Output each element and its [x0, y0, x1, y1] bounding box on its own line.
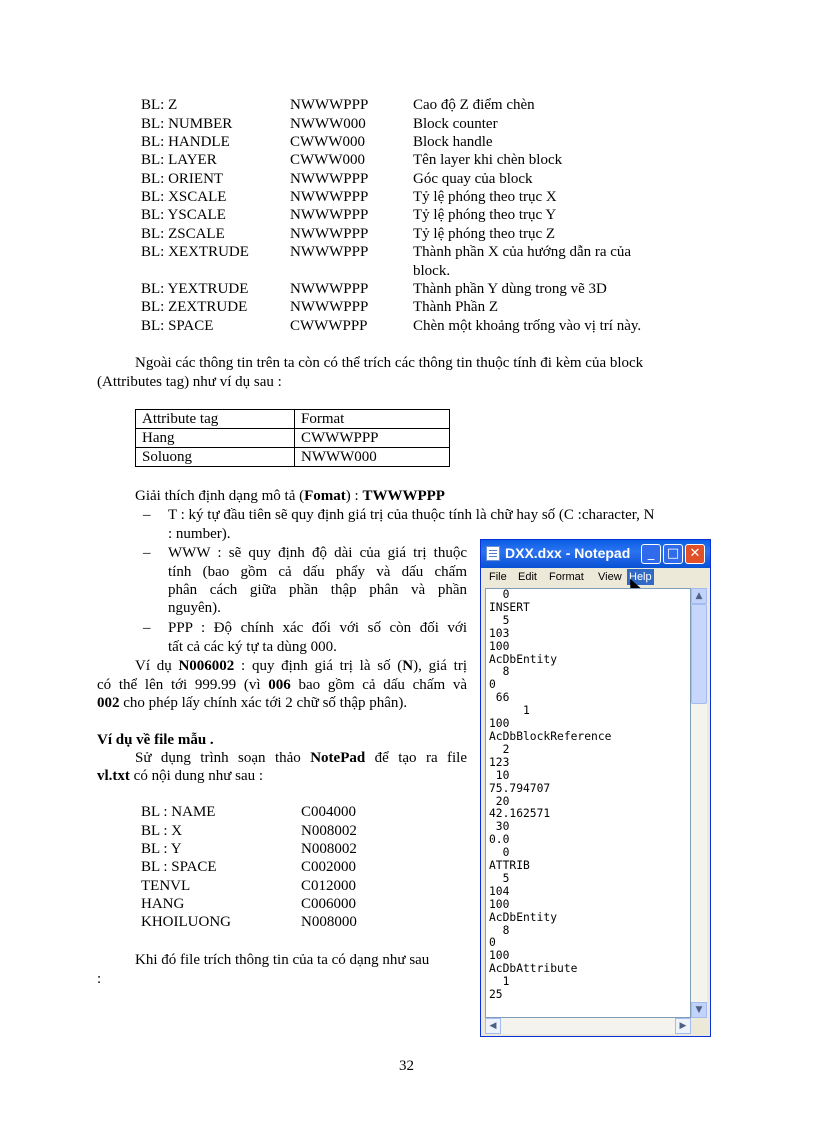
field-row: [141, 96, 701, 114]
para1-line1: Ngoài các thông tin trên ta còn có thể trích các thông tin thuộc tính đi kèm của block: [135, 355, 644, 371]
field-format: CWWW000: [290, 134, 365, 150]
sample-field-name: HANG: [141, 896, 185, 912]
field-format: NWWWPPP: [290, 207, 369, 223]
table-header-cell: Attribute tag: [136, 410, 295, 429]
field-name: BL: LAYER: [141, 152, 217, 168]
title-bar[interactable]: [481, 540, 710, 568]
field-row: [141, 151, 701, 169]
bullet-w-line1: WWW : sẽ quy định độ dài của giá trị thuộc: [168, 545, 467, 561]
sample-line2: vl.txt có nội dung như sau :: [97, 768, 264, 784]
field-format: NWWWPPP: [290, 244, 369, 260]
field-format: NWWW000: [290, 116, 366, 132]
table-cell: Hang: [136, 429, 295, 448]
bullet-dash: –: [143, 507, 151, 523]
field-row: [141, 243, 701, 261]
field-row: [141, 298, 701, 316]
field-name: BL: ZEXTRUDE: [141, 299, 248, 315]
field-desc: Tên layer khi chèn block: [413, 152, 563, 168]
attribute-table: [135, 409, 450, 467]
bullet-w-line2: tính (bao gồm cả dấu phẩy và dấu chấm: [168, 564, 467, 580]
section-heading: Ví dụ về file mẫu .: [97, 732, 214, 748]
sample-field-name: BL : Y: [141, 841, 182, 857]
field-format: NWWWPPP: [290, 189, 369, 205]
bullet-t-line1: T : ký tự đầu tiên sẽ quy định giá trị của thuộc tính là chữ hay số (C :character, N: [168, 507, 655, 523]
menu-view[interactable]: View: [598, 571, 622, 583]
field-name: BL: NUMBER: [141, 116, 233, 132]
bullet-w-line3: phân cách giữa phần thập phân và phần: [168, 582, 467, 598]
editor-content: 0 INSERT 5 103 100 AcDbEntity 8 0 66 1 100 AcDbBlockReference 2 123 10 75.794707 20 42.162571 30 0.0 0 ATTRIB 5 104 100 AcDbEntity 8 0 100 AcDbAttribute 1 25: [489, 588, 612, 1002]
menu-format[interactable]: Format: [549, 571, 584, 583]
field-row: [141, 133, 701, 151]
table-row: [136, 448, 450, 467]
field-desc: Thành phần X của hướng dẫn ra của: [413, 244, 632, 260]
field-desc: Tỷ lệ phóng theo trục X: [413, 189, 557, 205]
field-row: [141, 262, 701, 280]
example-line3: 002 cho phép lấy chính xác tới 2 chữ số thập phân).: [97, 695, 408, 711]
field-row: [141, 188, 701, 206]
resize-corner[interactable]: [691, 1018, 707, 1034]
field-desc: Góc quay của block: [413, 171, 533, 187]
scroll-thumb[interactable]: [691, 604, 707, 704]
field-row: [141, 170, 701, 188]
text-editor[interactable]: [485, 588, 691, 1018]
sample-field-name: BL : SPACE: [141, 859, 217, 875]
table-cell: NWWW000: [295, 448, 450, 467]
closing-line1: Khi đó file trích thông tin của ta có dạng như sau: [135, 952, 430, 968]
table-header-row: [136, 410, 450, 429]
field-desc: Block handle: [413, 134, 493, 150]
bullet-p-line1: PPP : Độ chính xác đối với số còn đối với: [168, 620, 467, 636]
sample-field-format: N008002: [301, 823, 357, 839]
sample-field-name: TENVL: [141, 878, 191, 894]
scroll-left-icon[interactable]: ◀: [485, 1018, 501, 1034]
sample-field-format: N008002: [301, 841, 357, 857]
bullet-dash: –: [143, 545, 151, 561]
close-button[interactable]: ✕: [685, 544, 705, 564]
menu-file[interactable]: File: [489, 571, 507, 583]
field-row: [141, 206, 701, 224]
bullet-w-line4: nguyên).: [168, 600, 221, 616]
field-row: [141, 317, 701, 335]
sample-field-format: C004000: [301, 804, 357, 820]
sample-field-format: C002000: [301, 859, 357, 875]
horizontal-scrollbar[interactable]: [485, 1018, 691, 1034]
field-name: BL: ZSCALE: [141, 226, 225, 242]
field-name: BL: ORIENT: [141, 171, 224, 187]
notepad-icon: [486, 546, 500, 561]
field-name: BL: XSCALE: [141, 189, 227, 205]
scroll-down-icon[interactable]: ▼: [691, 1002, 707, 1018]
scroll-right-icon[interactable]: ▶: [675, 1018, 691, 1034]
table-cell: Soluong: [136, 448, 295, 467]
field-name: BL: SPACE: [141, 318, 214, 334]
bullet-p-line2: tất cả các ký tự ta dùng 000.: [168, 639, 337, 655]
sample-field-name: KHOILUONG: [141, 914, 231, 930]
field-row: [141, 115, 701, 133]
bullet-t-line2: : number).: [168, 526, 231, 542]
field-format: NWWWPPP: [290, 299, 369, 315]
table-header-cell: Format: [295, 410, 450, 429]
scroll-up-icon[interactable]: ▲: [691, 588, 707, 604]
field-desc: Tỷ lệ phóng theo trục Y: [413, 207, 557, 223]
vertical-scrollbar[interactable]: [691, 588, 707, 1018]
window-title: DXX.dxx - Notepad: [505, 545, 631, 561]
field-name: BL: XEXTRUDE: [141, 244, 249, 260]
sample-field-format: C012000: [301, 878, 357, 894]
field-name: BL: YEXTRUDE: [141, 281, 249, 297]
field-format: NWWWPPP: [290, 97, 369, 113]
field-name: BL: YSCALE: [141, 207, 226, 223]
closing-line2: :: [97, 971, 102, 987]
field-name: BL: HANDLE: [141, 134, 230, 150]
field-row: [141, 225, 701, 243]
field-name: BL: Z: [141, 97, 178, 113]
sample-field-format: C006000: [301, 896, 357, 912]
field-row: [141, 280, 701, 298]
sample-field-name: BL : X: [141, 823, 183, 839]
sample-line1: Sử dụng trình soạn thảo NotePad để tạo ra file: [135, 750, 468, 766]
table-row: [136, 429, 450, 448]
bullet-dash: –: [143, 620, 151, 636]
menu-bar: [481, 568, 710, 588]
table-cell: CWWWPPP: [295, 429, 450, 448]
example-line1: Ví dụ N006002 : quy định giá trị là số (N), giá trị: [135, 658, 467, 674]
field-desc: Thành phần Y dùng trong vẽ 3D: [413, 281, 607, 297]
page-number: 32: [399, 1058, 414, 1074]
field-format: NWWWPPP: [290, 226, 369, 242]
field-desc: Chèn một khoảng trống vào vị trí này.: [413, 318, 642, 334]
explain-intro: Giải thích định dạng mô tả (Fomat) : TWWWPPP: [135, 488, 445, 504]
field-format: NWWWPPP: [290, 171, 369, 187]
menu-help[interactable]: Help: [629, 571, 652, 583]
notepad-window: [480, 539, 711, 1037]
example-line2: có thể lên tới 999.99 (vì 006 bao gồm cả dấu chấm và: [97, 677, 467, 693]
sample-field-format: N008000: [301, 914, 357, 930]
field-desc: block.: [413, 263, 451, 279]
menu-edit[interactable]: Edit: [518, 571, 537, 583]
sample-field-name: BL : NAME: [141, 804, 216, 820]
field-format: CWWWPPP: [290, 318, 368, 334]
field-format: NWWWPPP: [290, 281, 369, 297]
field-desc: Block counter: [413, 116, 498, 132]
minimize-button[interactable]: _: [641, 544, 661, 564]
maximize-button[interactable]: □: [663, 544, 683, 564]
field-desc: Tỷ lệ phóng theo trục Z: [413, 226, 556, 242]
field-format: CWWW000: [290, 152, 365, 168]
field-desc: Cao độ Z điểm chèn: [413, 97, 535, 113]
field-desc: Thành Phần Z: [413, 299, 498, 315]
para1-line2: (Attributes tag) như ví dụ sau :: [97, 374, 282, 390]
